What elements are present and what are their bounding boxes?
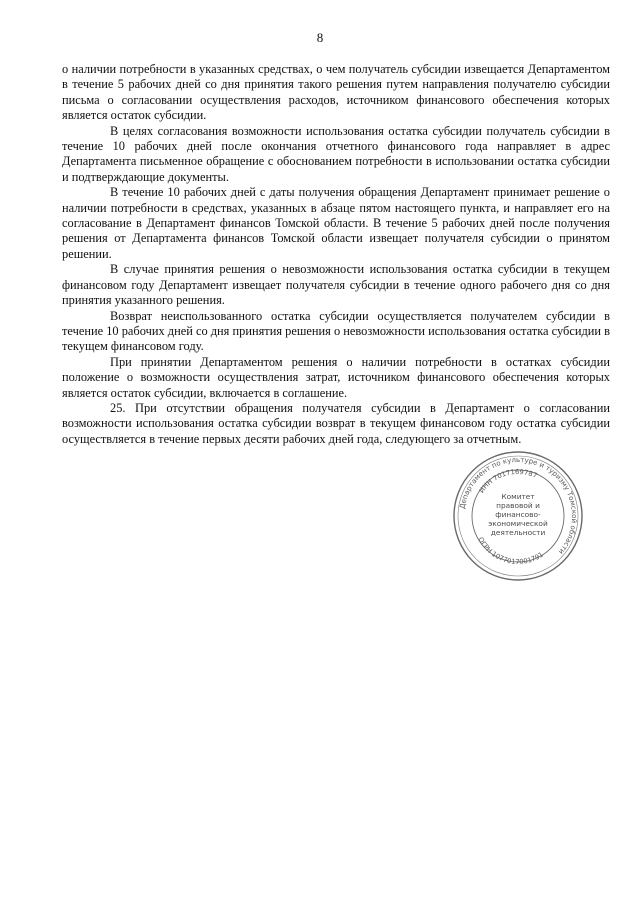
paragraph: В случае принятия решения о невозможности использования остатка субсидии в текущем финансовом году Департамент извещает получателя субсидии в течение одного рабочего дня со дня принятия указанного решения.	[62, 262, 610, 308]
paragraph: В целях согласования возможности использования остатка субсидии получатель субсидии в течение 10 рабочих дней после окончания отчетного финансового года направляет в адрес Департамента письменное обращение с обоснованием потребности в использовании остатка субсидии и подтверждающие документы.	[62, 123, 610, 184]
stamp-inn-text: ИНН 7017169787	[477, 467, 539, 495]
official-stamp	[452, 450, 584, 582]
stamp-line: экономической	[488, 519, 548, 528]
stamp-line: Комитет	[501, 492, 535, 501]
stamp-line: правовой и	[496, 501, 540, 510]
paragraph: При принятии Департаментом решения о наличии потребности в остатках субсидии положение о возможности осуществления затрат, источником финансового обеспечения которых является остаток субсидии, включается в соглашение.	[62, 354, 610, 400]
paragraph: 25. При отсутствии обращения получателя субсидии в Департамент о согласовании возможности использования остатка субсидии возврат в текущем финансовом году остатка субсидии осуществляется в течение первых десяти рабочих дней года, следующего за отчетным.	[62, 400, 610, 446]
paragraph: о наличии потребности в указанных средствах, о чем получатель субсидии извещается Департаментом в течение 5 рабочих дней со дня принятия такого решения путем направления получателю субсидии письма о согласовании осуществления расходов, источником финансового обеспечения которых является остаток субсидии.	[62, 62, 610, 123]
stamp-line: деятельности	[490, 528, 546, 537]
document-body	[62, 62, 610, 447]
paragraph: Возврат неиспользованного остатка субсидии осуществляется получателем субсидии в течение 10 рабочих дней со дня принятия решения о невозможности использования остатка субсидии в текущем финансовом году.	[62, 308, 610, 354]
stamp-center-text	[452, 492, 584, 537]
stamp-ring-text: Департамент по культуре и туризму Томской области	[458, 455, 579, 556]
page-number: 8	[316, 30, 324, 45]
paragraph: В течение 10 рабочих дней с даты получения обращения Департамент принимает решение о наличии потребности в средствах, указанных в абзаце пятом настоящего пункта, и направляет его на согласование в Департамент финансов Томской области. В течение 5 рабочих дней после получения решения от Департамента финансов Томской области извещает получателя субсидии о принятом решении.	[62, 185, 610, 261]
stamp-ogrn-text: ОГРН 1077017001791	[476, 535, 545, 567]
stamp-line: финансово-	[495, 510, 541, 519]
